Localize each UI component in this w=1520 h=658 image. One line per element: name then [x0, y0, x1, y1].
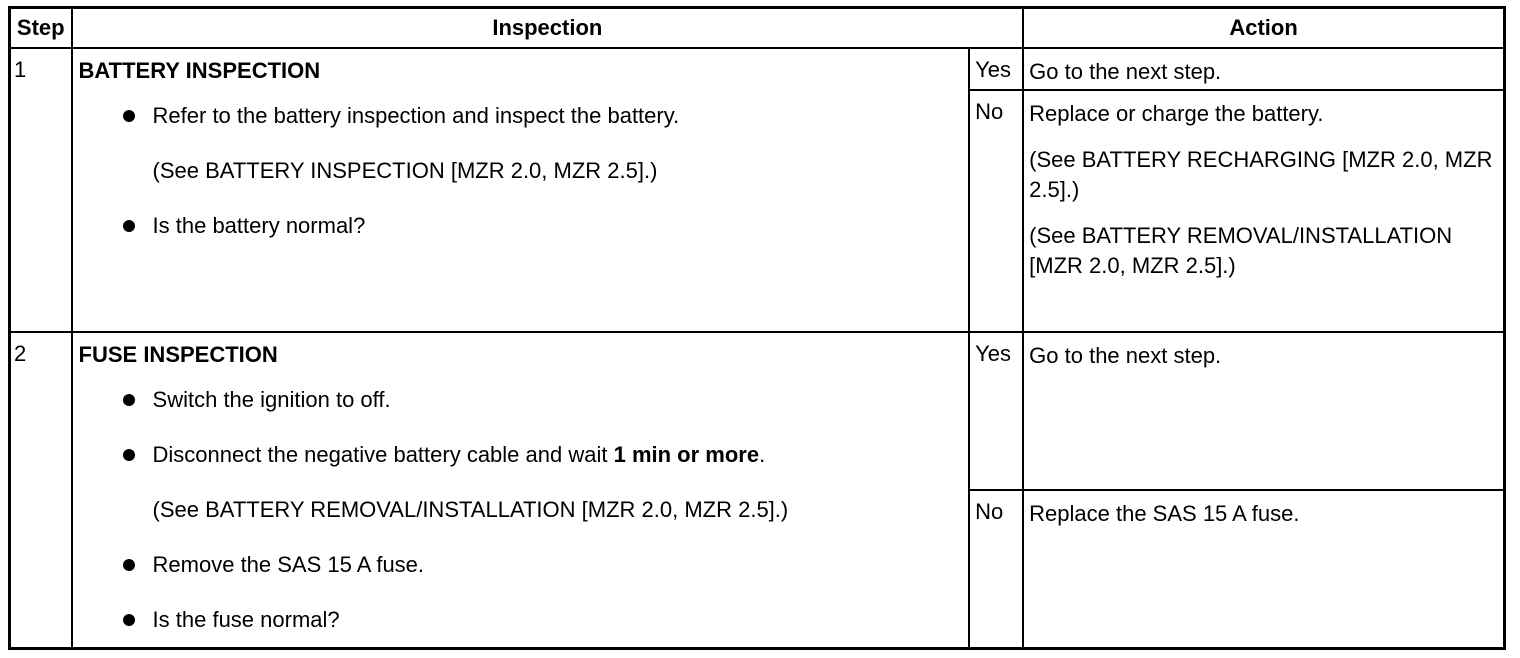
- bullet-text: Switch the ignition to off.: [152, 387, 391, 412]
- header-step: Step: [10, 8, 72, 49]
- step-number: 2: [10, 332, 72, 649]
- yes-action: [1023, 48, 1504, 90]
- bullet-text: Disconnect the negative battery cable and wait: [152, 442, 614, 467]
- bullet-icon: [123, 220, 135, 232]
- bullet-item: [79, 103, 963, 128]
- no-action: [1023, 90, 1504, 332]
- yes-action: [1023, 332, 1504, 490]
- bullet-item: [79, 552, 963, 577]
- inspection-cell: [72, 48, 970, 332]
- bullet-icon: [123, 394, 135, 406]
- no-action: [1023, 490, 1504, 649]
- step-number: 1: [10, 48, 72, 332]
- action-text: Replace or charge the battery.: [1029, 101, 1324, 126]
- bullet-icon: [123, 110, 135, 122]
- bullet-text: Remove the SAS 15 A fuse.: [152, 552, 425, 577]
- bullet-text: .: [759, 442, 766, 467]
- inspection-title: BATTERY INSPECTION: [78, 58, 321, 83]
- bullet-item: [79, 213, 963, 238]
- table-row: [10, 332, 1505, 490]
- bold-text: 1 min or more: [613, 442, 760, 467]
- header-action: Action: [1023, 8, 1504, 49]
- reference-text: (See BATTERY REMOVAL/INSTALLATION [MZR 2.0, MZR 2.5].): [1029, 223, 1453, 278]
- table-row: [10, 48, 1505, 90]
- bullet-item: [79, 607, 963, 632]
- header-inspection: Inspection: [72, 8, 1024, 49]
- yes-label: Yes: [969, 48, 1023, 90]
- bullet-item: [79, 442, 963, 467]
- inspection-title: FUSE INSPECTION: [78, 342, 278, 367]
- bullet-text: Refer to the battery inspection and inspect the battery.: [152, 103, 680, 128]
- bullet-text: Is the battery normal?: [152, 213, 366, 238]
- bullet-icon: [123, 559, 135, 571]
- action-text: Go to the next step.: [1029, 59, 1222, 84]
- no-label: No: [969, 90, 1023, 332]
- yes-label: Yes: [969, 332, 1023, 490]
- bullet-icon: [123, 614, 135, 626]
- action-text: Replace the SAS 15 A fuse.: [1029, 501, 1300, 526]
- reference-text: (See BATTERY RECHARGING [MZR 2.0, MZR 2.5].): [1029, 147, 1493, 202]
- bullet-item: [79, 387, 963, 412]
- bullet-icon: [123, 449, 135, 461]
- inspection-cell: [72, 332, 970, 649]
- reference-text: (See BATTERY INSPECTION [MZR 2.0, MZR 2.5].): [152, 158, 658, 183]
- action-text: Go to the next step.: [1029, 343, 1222, 368]
- reference-text: (See BATTERY REMOVAL/INSTALLATION [MZR 2.0, MZR 2.5].): [152, 497, 789, 522]
- header-row: [10, 8, 1505, 49]
- no-label: No: [969, 490, 1023, 649]
- bullet-text: Is the fuse normal?: [152, 607, 340, 632]
- inspection-table: [8, 6, 1506, 650]
